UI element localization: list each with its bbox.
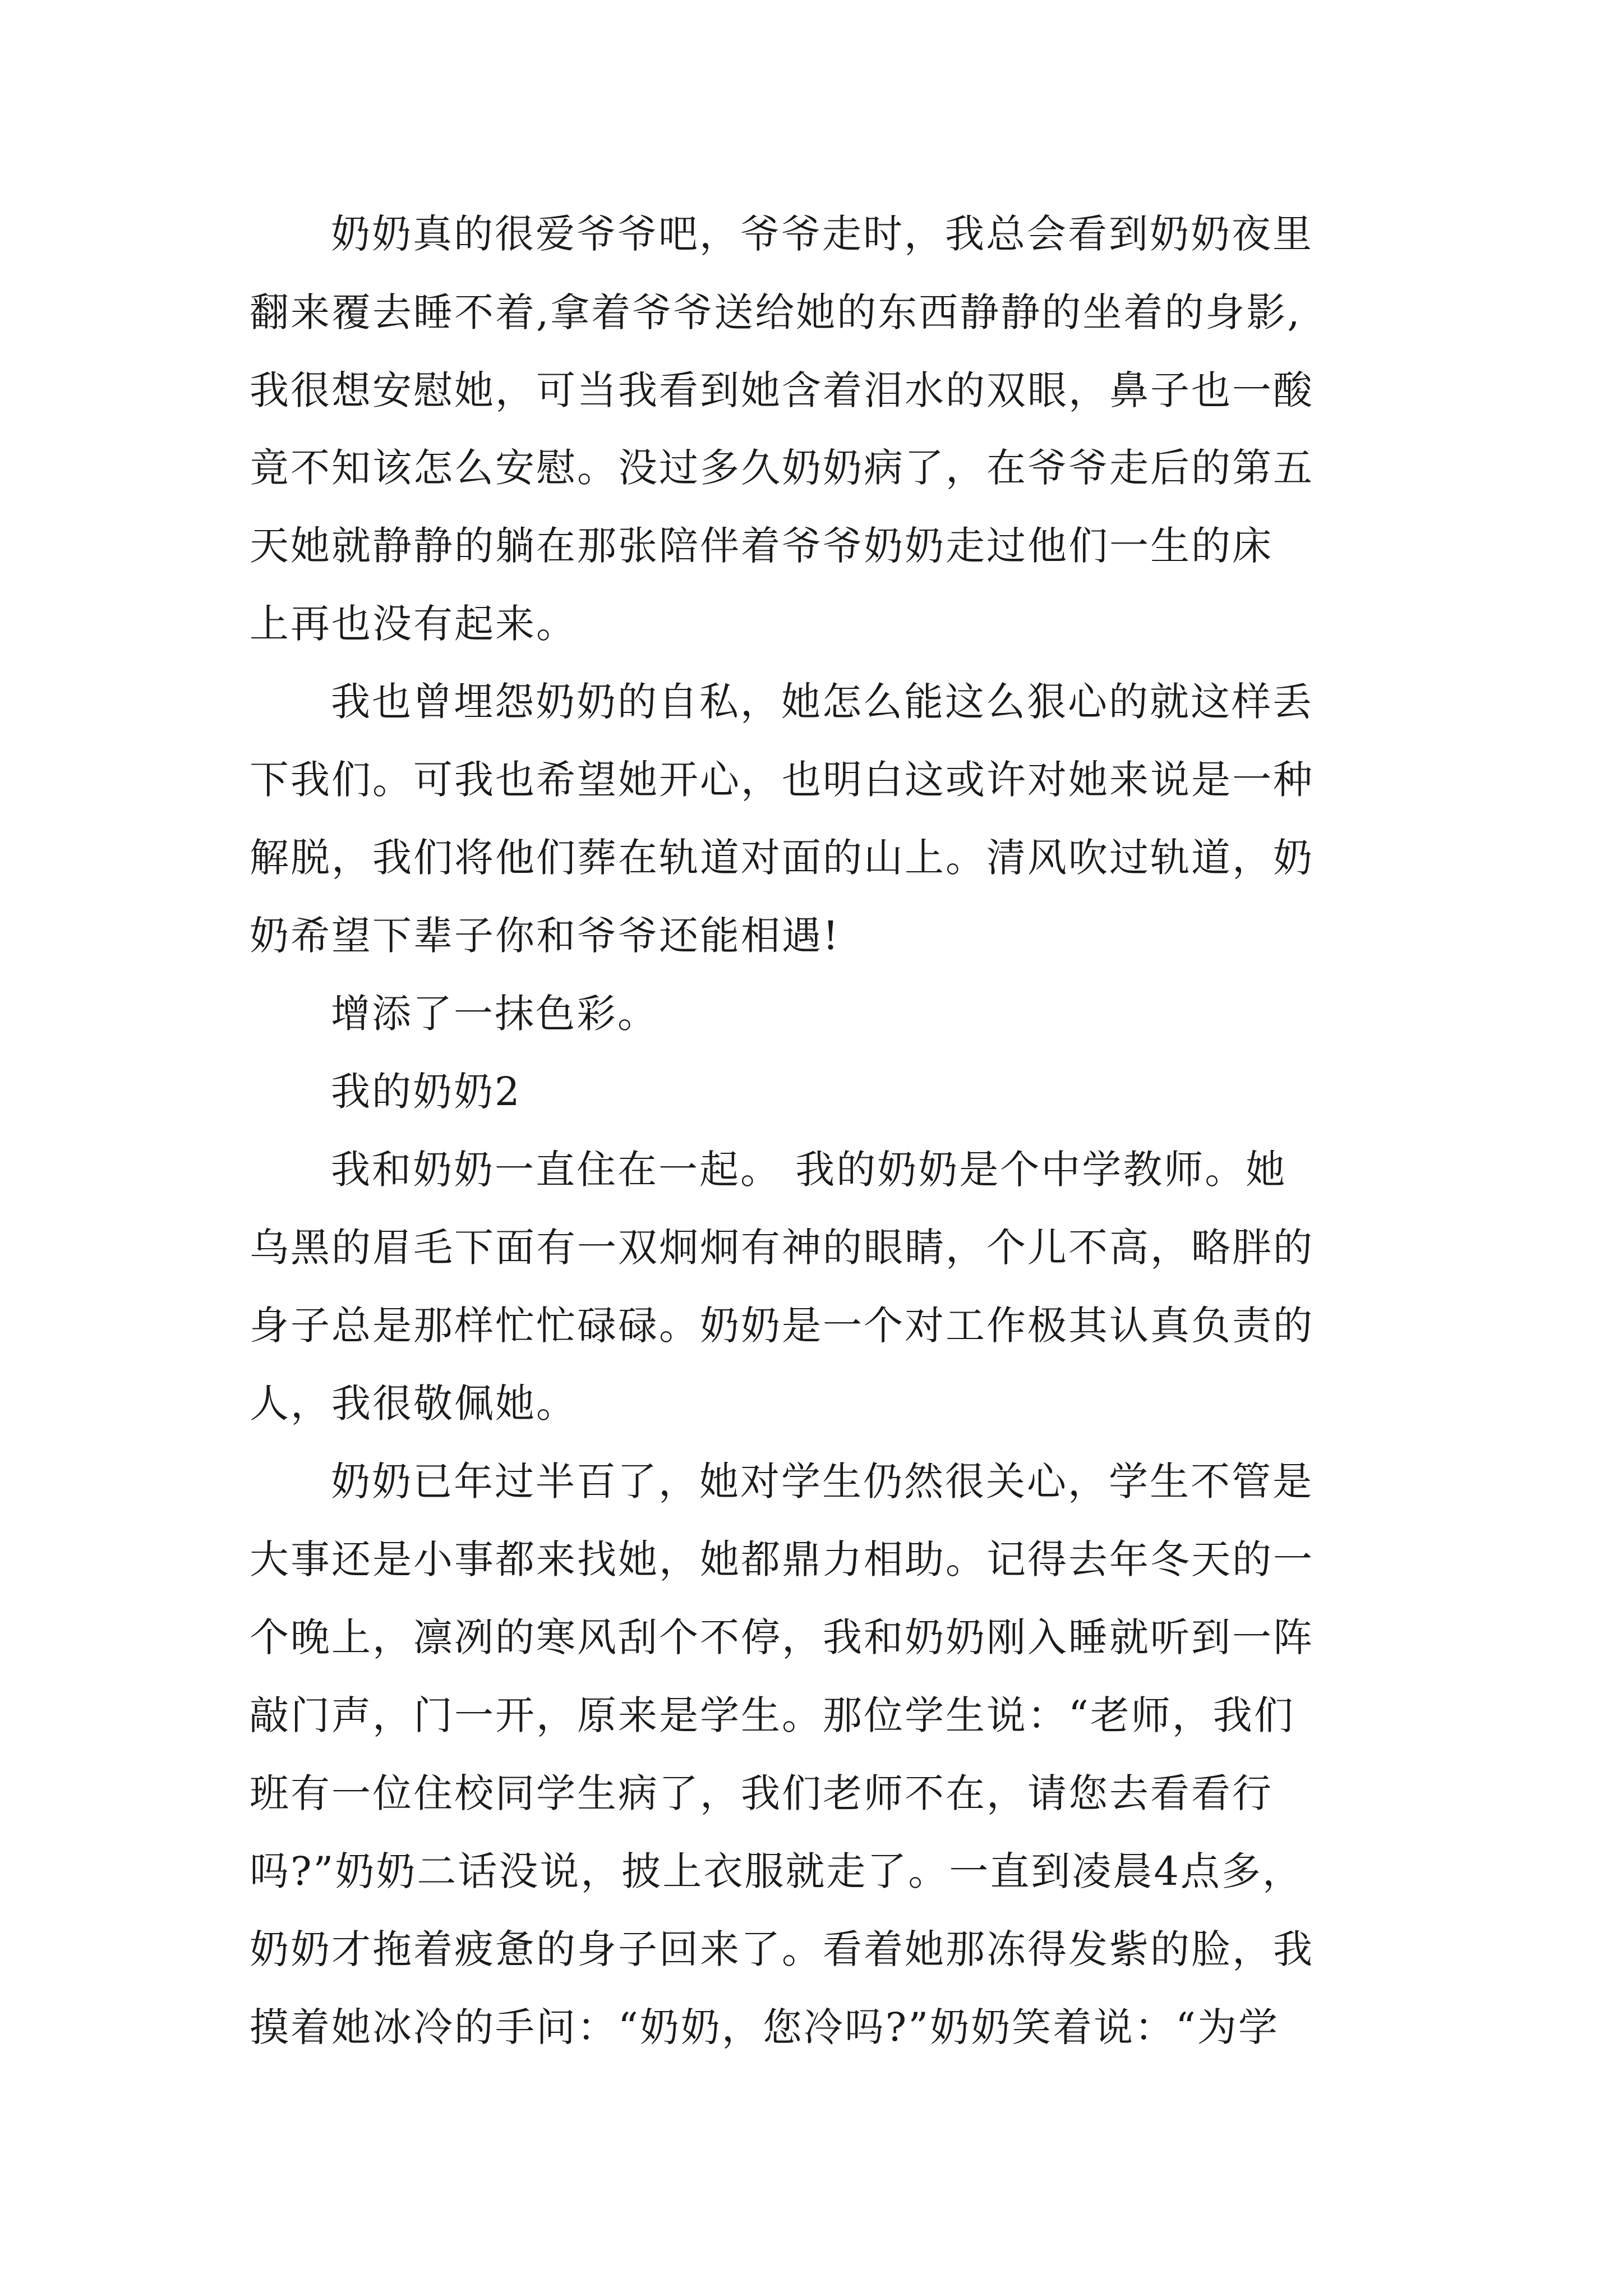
text-line: 天她就静静的躺在那张陪伴着爷爷奶奶走过他们一生的床 [250,523,1273,569]
text-line: 吗?”奶奶二话没说，披上衣服就走了。一直到凌晨4点多， [250,1848,1303,1894]
text-line: 乌黑的眉毛下面有一双炯炯有神的眼睛，个儿不高，略胖的 [250,1225,1314,1271]
text-line: 增添了一抹色彩。 [331,991,658,1037]
text-line: 我很想安慰她，可当我看到她含着泪水的双眼，鼻子也一酸 [250,367,1314,413]
text-line: 上再也没有起来。 [250,601,577,647]
text-line: 翻来覆去睡不着,拿着爷爷送给她的东西静静的坐着的身影, [250,289,1302,335]
text-line: 我也曾埋怨奶奶的自私，她怎么能这么狠心的就这样丢 [331,679,1313,725]
text-line: 奶希望下辈子你和爷爷还能相遇! [250,913,841,959]
section-heading: 我的奶奶2 [331,1069,522,1115]
text-line: 奶奶真的很爱爷爷吧，爷爷走时，我总会看到奶奶夜里 [331,211,1313,257]
text-line: 竟不知该怎么安慰。没过多久奶奶病了，在爷爷走后的第五 [250,445,1314,491]
text-line: 敲门声，门一开，原来是学生。那位学生说：“老师，我们 [250,1692,1295,1738]
text-line: 身子总是那样忙忙碌碌。奶奶是一个对工作极其认真负责的 [250,1303,1314,1349]
text-line: 奶奶才拖着疲惫的身子回来了。看着她那冻得发紫的脸，我 [250,1926,1314,1972]
text-line: 解脱，我们将他们葬在轨道对面的山上。清风吹过轨道，奶 [250,835,1314,881]
text-line: 人，我很敬佩她。 [250,1381,577,1427]
text-line: 奶奶已年过半百了，她对学生仍然很关心，学生不管是 [331,1458,1313,1504]
text-line: 大事还是小事都来找她，她都鼎力相助。记得去年冬天的一 [250,1536,1314,1582]
text-line: 班有一位住校同学生病了，我们老师不在，请您去看看行 [250,1770,1273,1816]
text-line: 摸着她冰冷的手问：“奶奶，您冷吗?”奶奶笑着说：“为学 [250,2004,1279,2050]
text-line: 下我们。可我也希望她开心，也明白这或许对她来说是一种 [250,757,1314,803]
text-line: 个晚上，凛冽的寒风刮个不停，我和奶奶刚入睡就听到一阵 [250,1614,1314,1660]
text-line: 我和奶奶一直住在一起。 我的奶奶是个中学教师。她 [331,1147,1287,1193]
